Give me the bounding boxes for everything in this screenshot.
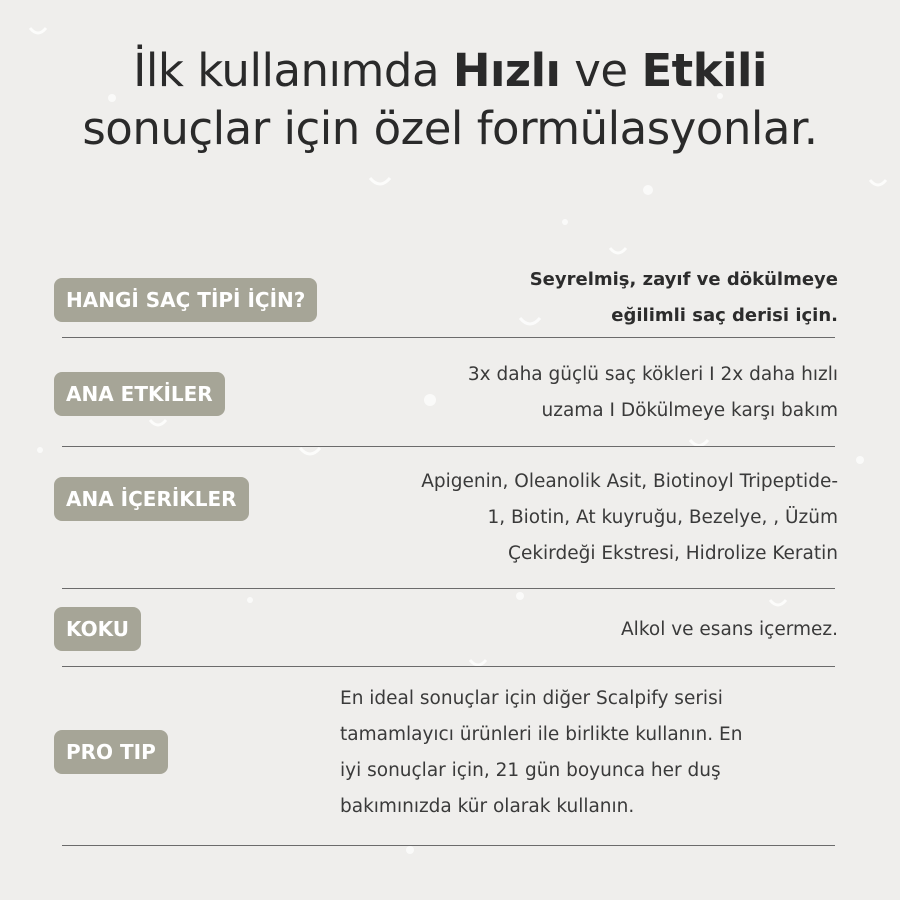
label-hair-type: HANGİ SAÇ TİPİ İÇİN?: [54, 278, 317, 322]
label-main-ingredients: ANA İÇERİKLER: [54, 477, 249, 521]
value-pro-tip: [340, 681, 838, 825]
value-line: tamamlayıcı ürünleri ile birlikte kullanın. En: [340, 724, 743, 745]
headline-line-2: sonuçlar için özel formülasyonlar.: [82, 102, 818, 155]
value-line: En ideal sonuçlar için diğer Scalpify serisi: [340, 688, 723, 709]
value-main-ingredients: [421, 464, 838, 572]
value-line: 1, Biotin, At kuyruğu, Bezelye, , Üzüm: [487, 507, 838, 528]
divider: [62, 666, 835, 667]
value-line: Alkol ve esans içermez.: [621, 619, 838, 640]
value-hair-type: [530, 262, 838, 334]
label-scent: KOKU: [54, 607, 141, 651]
value-line: Apigenin, Oleanolik Asit, Biotinoyl Tripeptide-: [421, 471, 838, 492]
value-line: uzama I Dökülmeye karşı bakım: [541, 400, 838, 421]
label-pro-tip: PRO TIP: [54, 730, 168, 774]
headline-emphasis: Etkili: [641, 44, 767, 97]
value-line: eğilimli saç derisi için.: [611, 305, 838, 326]
page-headline: [0, 42, 900, 158]
divider: [62, 337, 835, 338]
headline-text: ve: [574, 44, 628, 97]
headline-line-1: [0, 42, 900, 100]
value-main-effects: [468, 357, 838, 429]
value-scent: [621, 612, 838, 648]
value-line: iyi sonuçlar için, 21 gün boyunca her duş: [340, 760, 721, 781]
value-line: Çekirdeği Ekstresi, Hidrolize Keratin: [508, 543, 838, 564]
label-main-effects: ANA ETKİLER: [54, 372, 225, 416]
divider: [62, 845, 835, 846]
value-line: bakımınızda kür olarak kullanın.: [340, 796, 635, 817]
divider: [62, 588, 835, 589]
divider: [62, 446, 835, 447]
headline-emphasis: Hızlı: [452, 44, 561, 97]
headline-text: İlk kullanımda: [133, 44, 440, 97]
value-line: Seyrelmiş, zayıf ve dökülmeye: [529, 269, 838, 290]
value-line: 3x daha güçlü saç kökleri I 2x daha hızlı: [467, 364, 838, 385]
